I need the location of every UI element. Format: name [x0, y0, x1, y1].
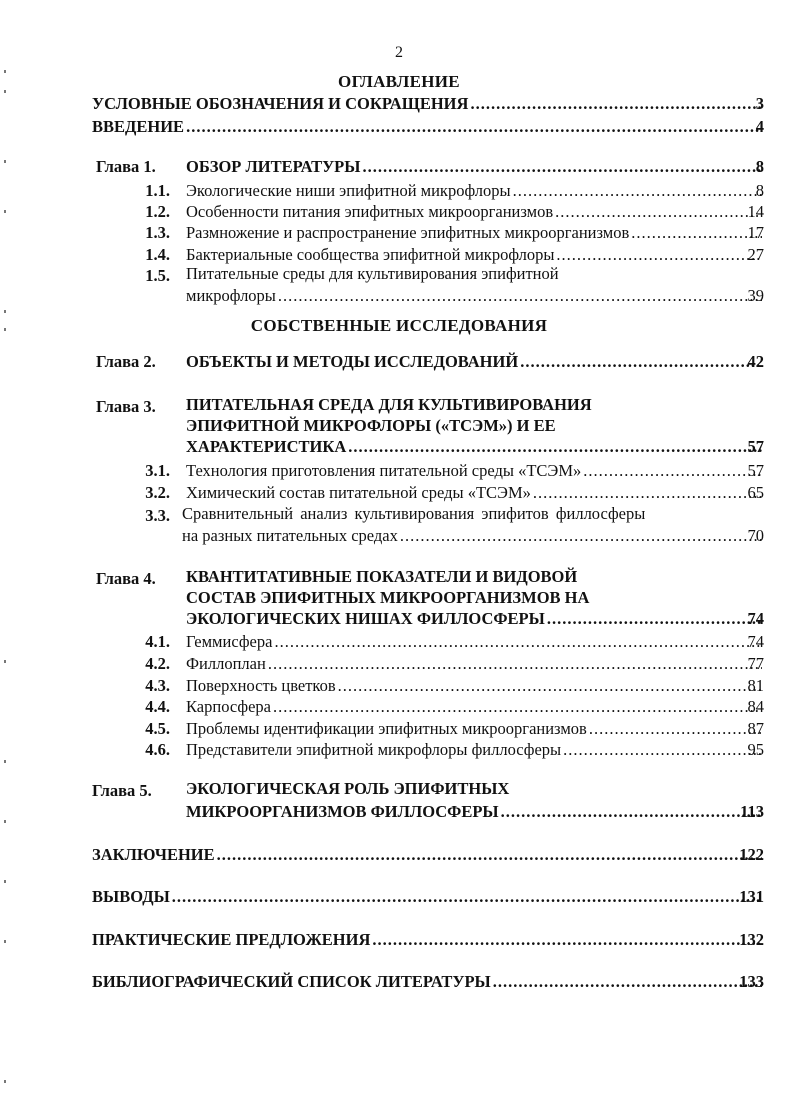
- chapter-label: Глава 4.: [96, 569, 156, 588]
- entry-page: 3: [755, 94, 764, 113]
- section-number: 1.1.: [145, 181, 170, 200]
- chapter-title-line2: СОСТАВ ЭПИФИТНЫХ МИКРООРГАНИЗМОВ НА: [186, 588, 590, 607]
- section-number: 4.1.: [145, 632, 170, 651]
- toc-entry-introduction[interactable]: [92, 115, 764, 137]
- toc-entry-section[interactable]: [186, 630, 764, 652]
- toc-entry-chapter-2[interactable]: [186, 350, 764, 372]
- entry-page: 84: [747, 697, 764, 716]
- toc-entry-chapter-5[interactable]: [186, 800, 764, 822]
- entry-label: ВЫВОДЫ: [92, 887, 170, 906]
- entry-page: 74: [747, 632, 764, 651]
- toc-title: ОГЛАВЛЕНИЕ: [338, 72, 460, 91]
- entry-page: 132: [739, 930, 764, 949]
- entry-label: Проблемы идентификации эпифитных микроорганизмов: [186, 719, 587, 738]
- toc-entry-section[interactable]: [186, 243, 764, 265]
- toc-entry-chapter-4[interactable]: [186, 607, 764, 629]
- toc-entry-chapter-1[interactable]: [186, 155, 764, 177]
- entry-label: Химический состав питательной среды «ТСЭМ»: [186, 483, 531, 502]
- scan-margin-specks: [4, 60, 12, 1100]
- entry-label: Филлоплан: [186, 654, 266, 673]
- entry-label: Поверхность цветков: [186, 676, 336, 695]
- section-number: 4.3.: [145, 676, 170, 695]
- entry-page: 81: [747, 676, 764, 695]
- section-number: 4.2.: [145, 654, 170, 673]
- entry-label: Технология приготовления питательной среды «ТСЭМ»: [186, 461, 582, 480]
- section-number: 3.3.: [145, 506, 170, 525]
- entry-label: Представители эпифитной микрофлоры филлосферы: [186, 740, 562, 759]
- entry-label-line1: Сравнительный анализ культивирования эпифитов филлосферы: [182, 504, 646, 523]
- entry-label: Экологические ниши эпифитной микрофлоры: [186, 181, 511, 200]
- entry-label: МИКРООРГАНИЗМОВ ФИЛЛОСФЕРЫ: [186, 802, 499, 821]
- entry-label: ЗАКЛЮЧЕНИЕ: [92, 845, 215, 864]
- section-number: 4.5.: [145, 719, 170, 738]
- toc-entry-section[interactable]: [186, 284, 764, 306]
- section-number: 4.6.: [145, 740, 170, 759]
- section-number: 3.1.: [145, 461, 170, 480]
- entry-label: ПРАКТИЧЕСКИЕ ПРЕДЛОЖЕНИЯ: [92, 930, 371, 949]
- section-number: 4.4.: [145, 697, 170, 716]
- entry-label: ХАРАКТЕРИСТИКА: [186, 437, 347, 456]
- entry-page: 8: [755, 157, 764, 176]
- entry-label: УСЛОВНЫЕ ОБОЗНАЧЕНИЯ И СОКРАЩЕНИЯ: [92, 94, 469, 113]
- chapter-title-line1: ПИТАТЕЛЬНАЯ СРЕДА ДЛЯ КУЛЬТИВИРОВАНИЯ: [186, 395, 592, 414]
- entry-page: 65: [747, 483, 764, 502]
- toc-entry-section[interactable]: [182, 524, 764, 546]
- entry-page: 8: [755, 181, 764, 200]
- entry-label: Геммисфера: [186, 632, 273, 651]
- page-number: 2: [395, 44, 403, 61]
- toc-entry-section[interactable]: [186, 738, 764, 760]
- entry-page: 42: [747, 352, 764, 371]
- entry-label: на разных питательных средах: [182, 526, 398, 545]
- entry-page: 57: [747, 437, 764, 456]
- entry-label: Особенности питания эпифитных микроорганизмов: [186, 202, 554, 221]
- section-number: 3.2.: [145, 483, 170, 502]
- entry-label: Размножение и распространение эпифитных микроорганизмов: [186, 223, 630, 242]
- section-number: 1.3.: [145, 223, 170, 242]
- entry-label: микрофлоры: [186, 286, 276, 305]
- entry-page: 4: [755, 117, 764, 136]
- entry-page: 57: [747, 461, 764, 480]
- part-heading: СОБСТВЕННЫЕ ИССЛЕДОВАНИЯ: [250, 316, 548, 335]
- toc-entry-abbreviations[interactable]: [92, 92, 764, 114]
- entry-label: Бактериальные сообщества эпифитной микрофлоры: [186, 245, 555, 264]
- entry-label: ОБЪЕКТЫ И МЕТОДЫ ИССЛЕДОВАНИЙ: [186, 352, 519, 371]
- chapter-label: Глава 3.: [96, 397, 156, 416]
- entry-label: ОБЗОР ЛИТЕРАТУРЫ: [186, 157, 361, 176]
- entry-page: 131: [739, 887, 764, 906]
- toc-entry-section[interactable]: [186, 179, 764, 201]
- section-number: 1.5.: [145, 266, 170, 285]
- section-number: 1.4.: [145, 245, 170, 264]
- toc-entry-chapter-3[interactable]: [186, 435, 764, 457]
- toc-entry-section[interactable]: [186, 652, 764, 674]
- toc-entry-findings[interactable]: [92, 885, 764, 907]
- entry-page: 122: [739, 845, 764, 864]
- entry-page: 77: [747, 654, 764, 673]
- entry-label-line1: Питательные среды для культивирования эпифитной: [186, 264, 559, 283]
- chapter-label: Глава 2.: [96, 352, 156, 371]
- entry-label: ЭКОЛОГИЧЕСКИХ НИШАХ ФИЛЛОСФЕРЫ: [186, 609, 545, 628]
- chapter-label: Глава 5.: [92, 781, 152, 800]
- entry-label: ВВЕДЕНИЕ: [92, 117, 185, 136]
- chapter-title-line1: КВАНТИТАТИВНЫЕ ПОКАЗАТЕЛИ И ВИДОВОЙ: [186, 567, 578, 586]
- toc-entry-bibliography[interactable]: [92, 970, 764, 992]
- toc-entry-section[interactable]: [186, 221, 764, 243]
- chapter-title-line2: ЭПИФИТНОЙ МИКРОФЛОРЫ («ТСЭМ») И ЕЕ: [186, 416, 556, 435]
- toc-entry-section[interactable]: [186, 459, 764, 481]
- toc-entry-section[interactable]: [186, 481, 764, 503]
- section-number: 1.2.: [145, 202, 170, 221]
- entry-label: БИБЛИОГРАФИЧЕСКИЙ СПИСОК ЛИТЕРАТУРЫ: [92, 972, 491, 991]
- entry-page: 39: [747, 286, 764, 305]
- entry-page: 87: [747, 719, 764, 738]
- chapter-title-line1: ЭКОЛОГИЧЕСКАЯ РОЛЬ ЭПИФИТНЫХ: [186, 779, 510, 798]
- entry-page: 133: [739, 972, 764, 991]
- toc-entry-section[interactable]: [186, 200, 764, 222]
- entry-page: 113: [740, 802, 764, 821]
- entry-page: 74: [747, 609, 764, 628]
- toc-entry-section[interactable]: [186, 674, 764, 696]
- entry-page: 70: [747, 526, 764, 545]
- chapter-label: Глава 1.: [96, 157, 156, 176]
- entry-page: 95: [747, 740, 764, 759]
- toc-entry-section[interactable]: [186, 717, 764, 739]
- entry-label: Карпосфера: [186, 697, 271, 716]
- entry-page: 27: [747, 245, 764, 264]
- entry-page: 17: [747, 223, 764, 242]
- toc-entry-conclusion[interactable]: [92, 843, 764, 865]
- entry-page: 14: [747, 202, 764, 221]
- toc-entry-practical-proposals[interactable]: [92, 928, 764, 950]
- toc-entry-section[interactable]: [186, 695, 764, 717]
